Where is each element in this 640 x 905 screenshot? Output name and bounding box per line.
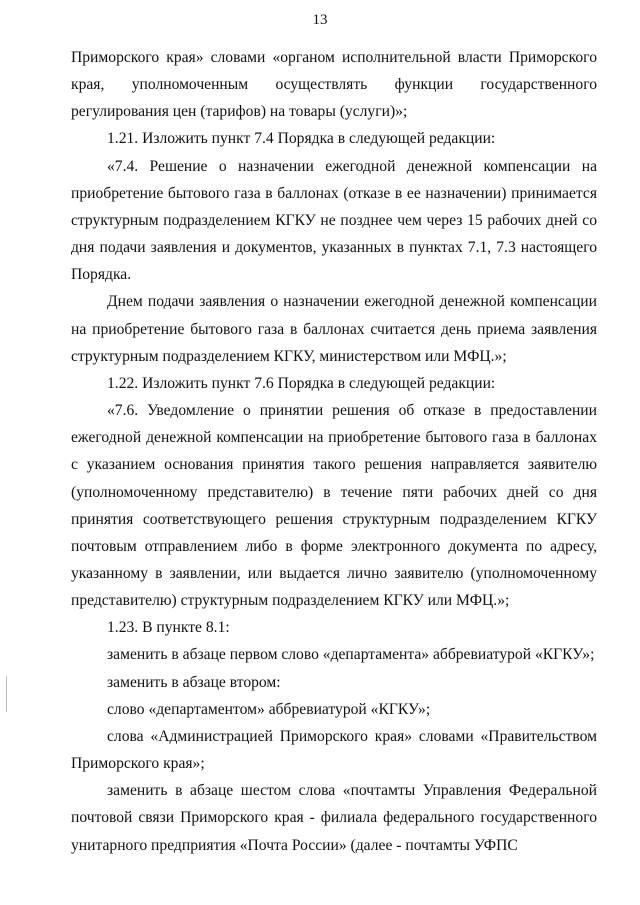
- paragraph-quote-7-6: «7.6. Уведомление о принятии решения об отказе в предоставлении ежегодной денежной компенсации на приобретение бытового газа в баллонах с указанием основания принятия такого решения направляется заявителю (уполномоченному представителю) в течение пяти рабочих дней со дня принятия соответствующего решения структурным подразделением КГКУ почтовым отправлением либо в форме электронного документа по адресу, указанному в заявлении, или выдается лично заявителю (уполномоченному представителю) структурным подразделением КГКУ или МФЦ.»;: [71, 402, 597, 610]
- document-body: [71, 44, 597, 859]
- paragraph-word-replacement: слово «департаментом» аббревиатурой «КГКУ»;: [107, 700, 431, 718]
- paragraph-item-1-23: 1.23. В пункте 8.1:: [107, 619, 230, 637]
- scan-margin-mark: [6, 676, 7, 712]
- paragraph-quote-7-4: «7.4. Решение о назначении ежегодной денежной компенсации на приобретение бытового газа в баллонах (отказе в ее назначении) принимается структурным подразделением КГКУ не позднее чем через 15 рабочих дней со дня подачи заявления и документов, указанных в пунктах 7.1, 7.3 настоящего Порядка.: [71, 157, 597, 284]
- paragraph-application-day: Днем подачи заявления о назначении ежегодной денежной компенсации на приобретение бытового газа в баллонах считается день приема заявления структурным подразделением КГКУ, министерством или МФЦ.»;: [71, 293, 597, 365]
- paragraph-replace-sixth: заменить в абзаце шестом слова «почтамты Управления Федеральной почтовой связи Приморского края - филиала федерального государственного унитарного предприятия «Почта России» (далее - почтамты УФПС: [71, 782, 597, 854]
- paragraph-continuation: Приморского края» словами «органом исполнительной власти Приморского края, уполномоченным осуществлять функции государственного регулирования цен (тарифов) на товары (услуги)»;: [71, 49, 597, 121]
- paragraph-replace-second: заменить в абзаце втором:: [107, 673, 281, 691]
- paragraph-replace-first: заменить в абзаце первом слово «департамента» аббревиатурой «КГКУ»;: [107, 646, 595, 664]
- paragraph-words-replacement: слова «Администрацией Приморского края» словами «Правительством Приморского края»;: [71, 727, 597, 773]
- paragraph-item-1-22: 1.22. Изложить пункт 7.6 Порядка в следующей редакции:: [107, 374, 496, 392]
- paragraph-item-1-21: 1.21. Изложить пункт 7.4 Порядка в следующей редакции:: [107, 130, 496, 148]
- page-number: 13: [312, 12, 328, 28]
